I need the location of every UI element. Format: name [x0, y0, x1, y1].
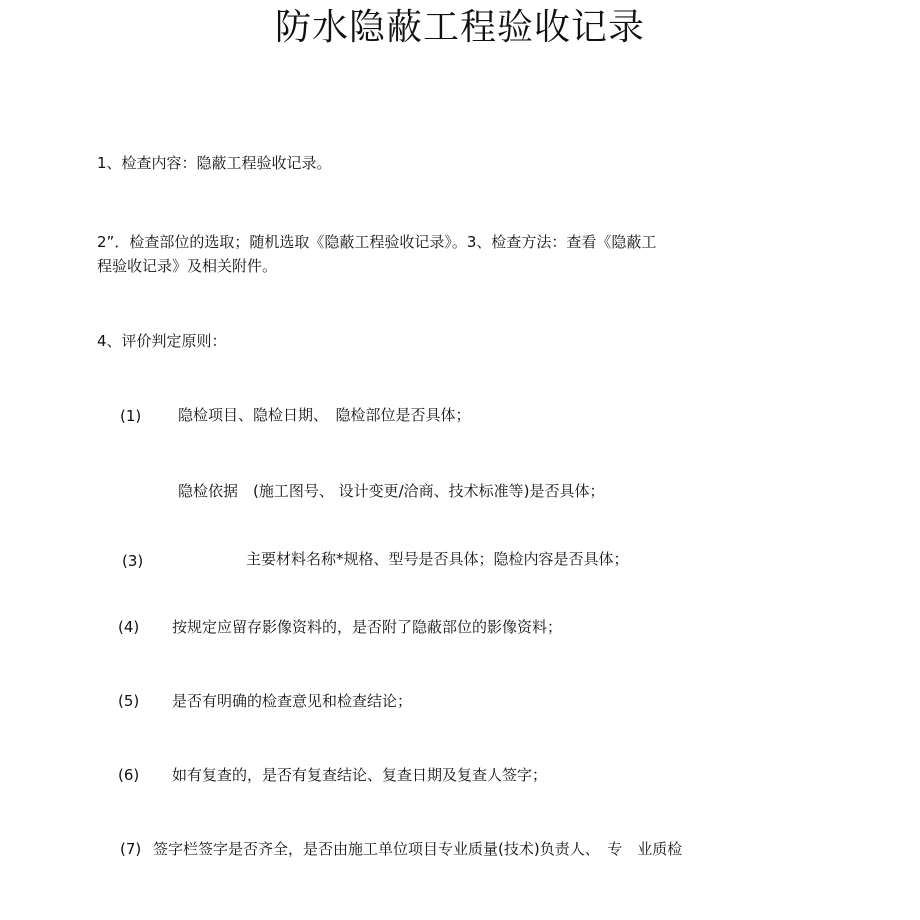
- criterion-3-text: 主要材料名称*规格、型号是否具体；隐检内容是否具体；: [246, 550, 629, 568]
- item-1-check-content: 1、检查内容：隐蔽工程验收记录。: [97, 154, 332, 172]
- criterion-1-number: (1): [120, 407, 142, 425]
- criterion-4-number: (4): [118, 618, 140, 636]
- criterion-2-text: 隐检依据 (施工图号、 设计变更/洽商、技术标准等)是否具体；: [178, 482, 605, 500]
- criterion-7-text: 签字栏签字是否齐全，是否由施工单位项目专业质量(技术)负责人、 专 业质检: [153, 840, 683, 858]
- criterion-1-text: 隐检项目、隐检日期、 隐检部位是否具体；: [178, 406, 471, 424]
- criterion-4-text: 按规定应留存影像资料的，是否附了隐蔽部位的影像资料；: [172, 618, 563, 636]
- criterion-5-text: 是否有明确的检查意见和检查结论；: [172, 692, 413, 710]
- criterion-6-text: 如有复查的，是否有复查结论、复查日期及复查人签字；: [172, 766, 548, 784]
- item-4-heading: 4、评价判定原则：: [97, 332, 227, 350]
- item-2-line-2: 程验收记录》及相关附件。: [97, 257, 278, 275]
- criterion-6-number: (6): [118, 766, 140, 784]
- document-title: 防水隐蔽工程验收记录: [274, 7, 645, 48]
- item-2-line-1: 2”．检查部位的选取；随机选取《隐蔽工程验收记录》。3、检查方法：查看《隐蔽工: [97, 233, 657, 251]
- criterion-7-number: (7): [120, 840, 142, 858]
- criterion-5-number: (5): [118, 692, 140, 710]
- criterion-3-number: (3): [122, 552, 144, 570]
